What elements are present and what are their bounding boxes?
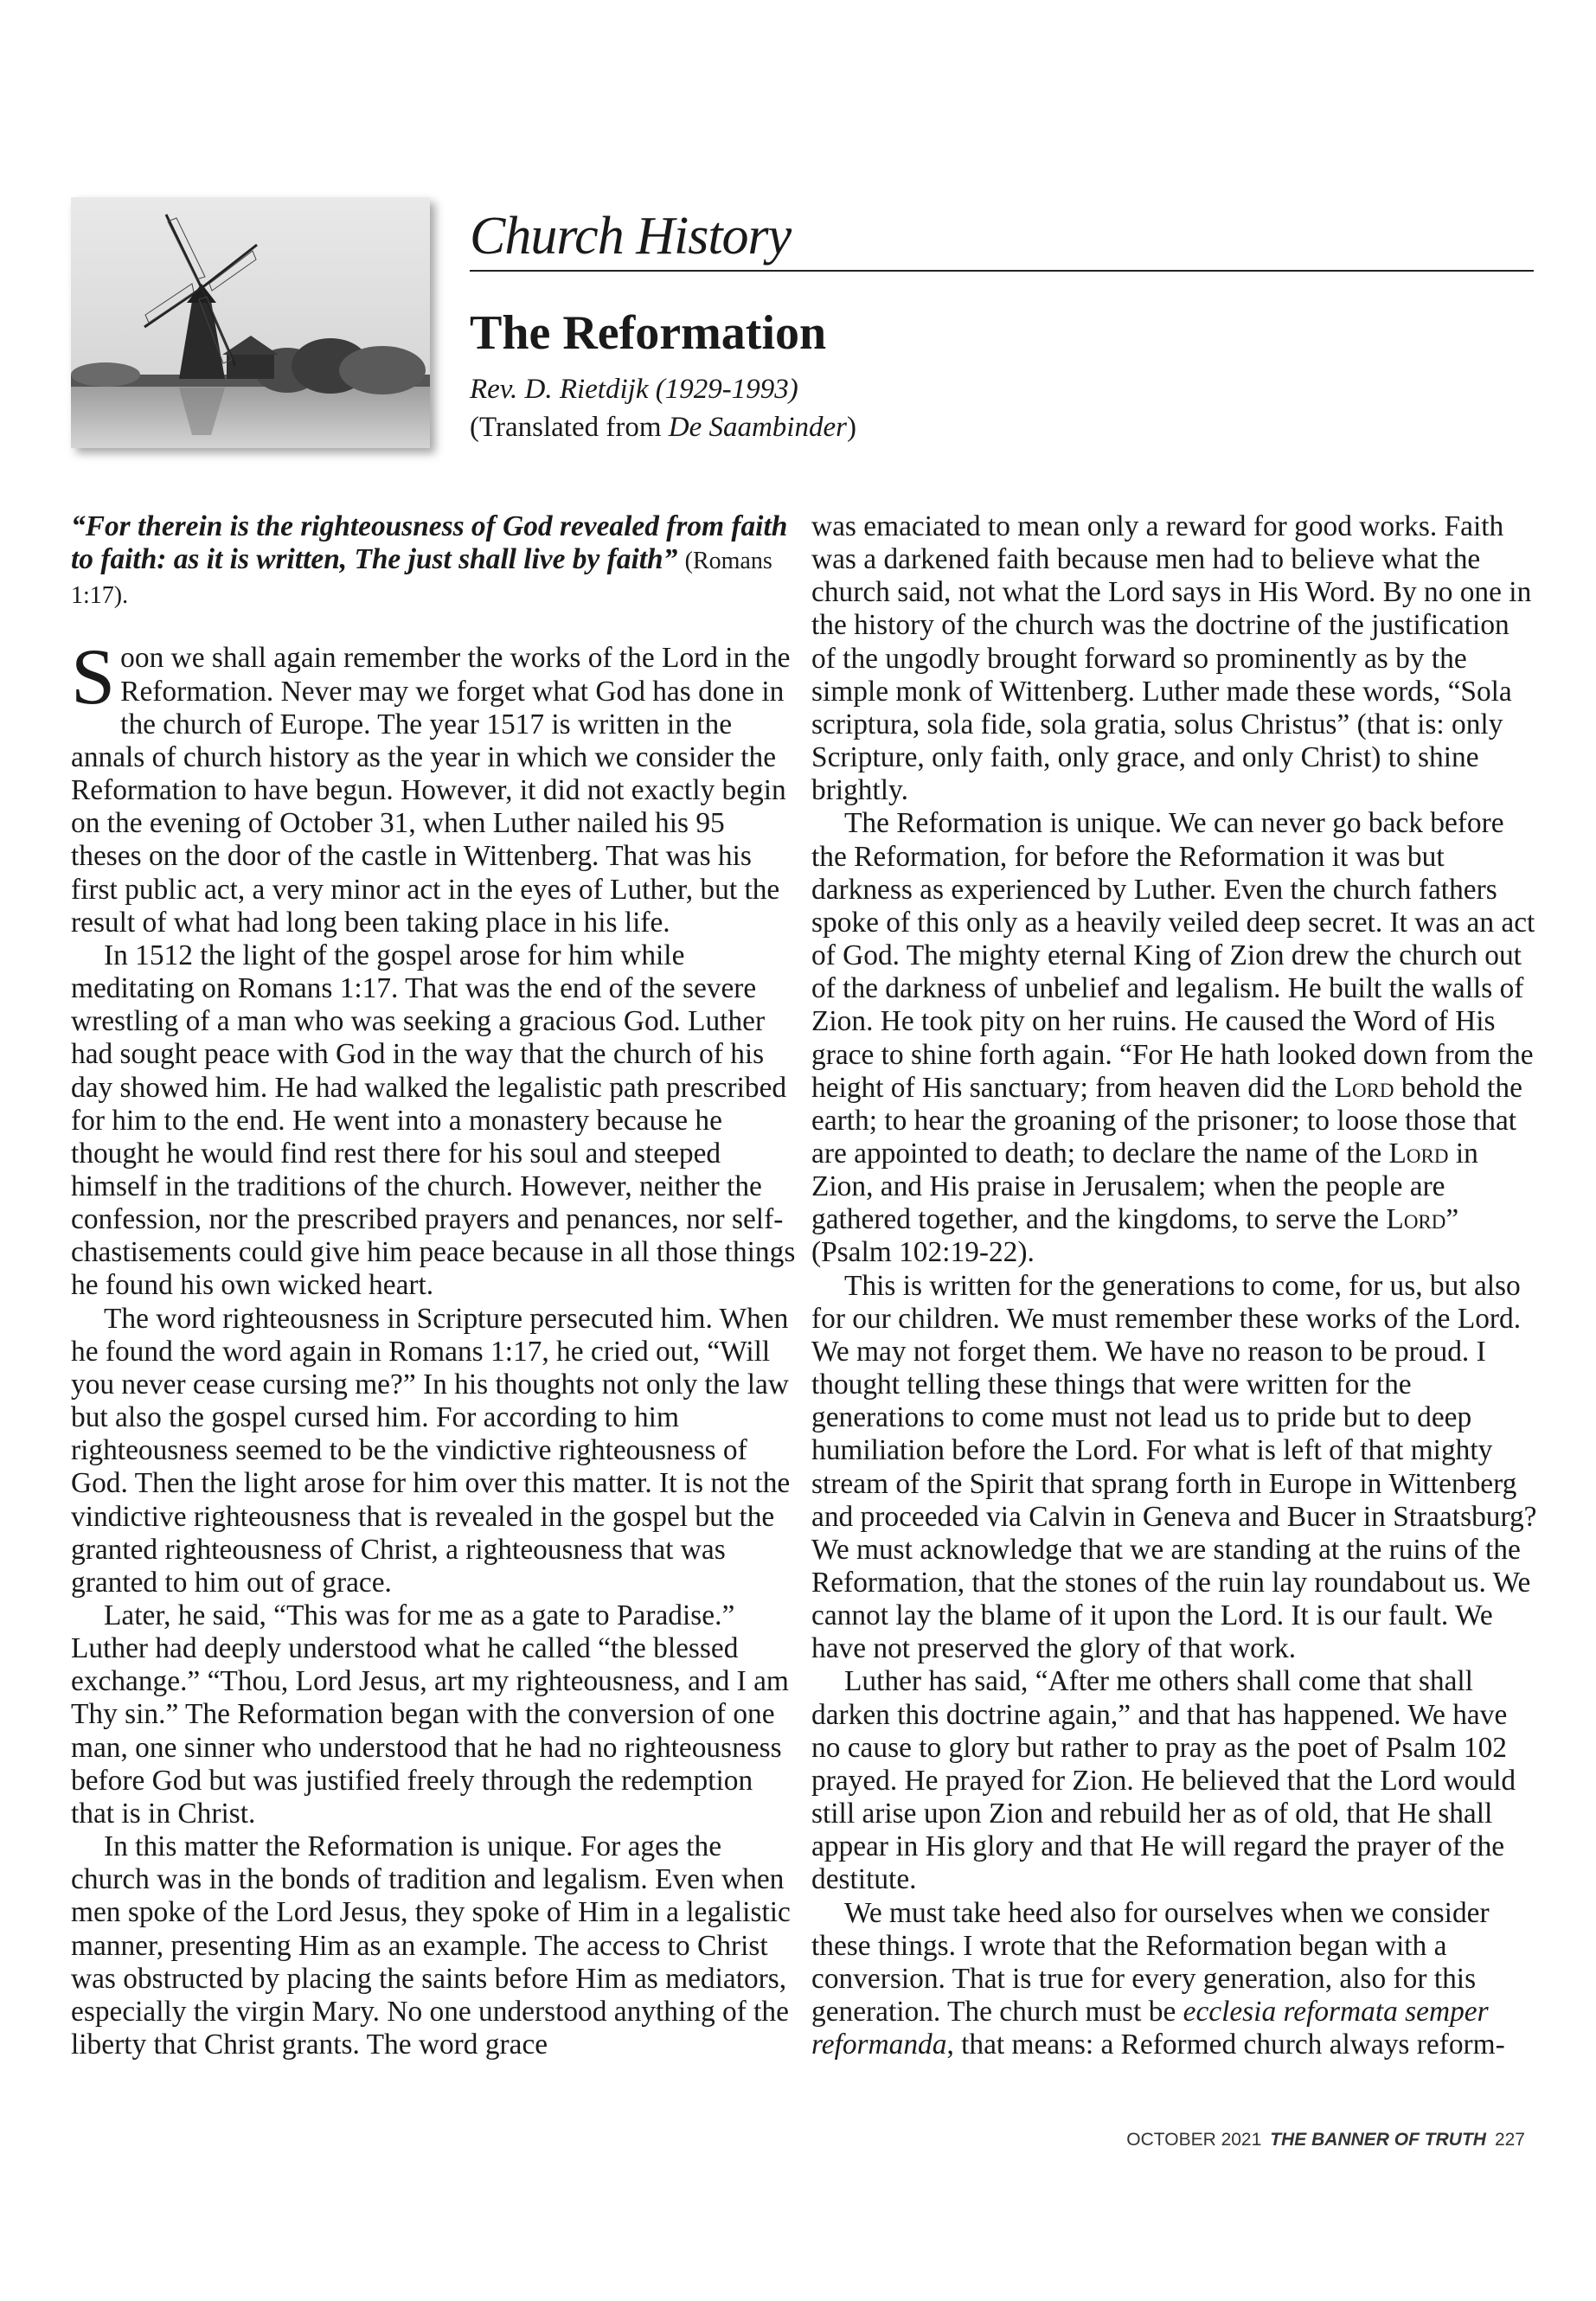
- epigraph: [71, 510, 798, 612]
- paragraph-10: We must take heed also for ourselves when we consider these things. I wrote that the Reformation began with a conversion. That is true for every generation, also for this generation. The church must be ecclesia reformata semper reformanda, that means: a Reformed church always reform-: [811, 1896, 1505, 2061]
- page-footer: [1126, 2130, 1525, 2150]
- byline: [470, 370, 856, 446]
- paragraph-1: Soon we shall again remember the works of the Lord in the Reformation. Never may we forget what God has done in the church of Europe. The year 1517 is written in the annals of church history as the year in which we consider the Reformation to have begun. However, it did not exactly begin on the evening of October 31, when Luther nailed his 95 theses on the door of the castle in Wittenberg. That was his first public act, a very minor act in the eyes of Luther, but the result of what had long been taking place in his life.: [71, 632, 791, 939]
- paragraph-9: Luther has said, “After me others shall come that shall darken this doctrine again,” and that has happened. We have no cause to glory but rather to pray as the poet of Psalm 102 prayed. He prayed for Zion. He believed that the Lord would still arise upon Zion and rebuild her as of old, that He shall appear in His glory and that He will regard the prayer of the destitute.: [811, 1665, 1516, 1896]
- epigraph-reference: (Romans 1:17).: [71, 548, 772, 610]
- paragraph-4: Later, he said, “This was for me as a gate to Paradise.” Luther had deeply understood what he called “the blessed exchange.” “Thou, Lord Jesus, art my righteousness, and I am Thy sin.” The Reformation began with the conversion of one man, one sinner who understood that he had no righteousness before God but was justified freely through the redemption that is in Christ.: [71, 1599, 789, 1830]
- translation-note: (Translated from De Saambinder): [470, 412, 856, 443]
- paragraph-5: In this matter the Reformation is unique. For ages the church was in the bonds of tradition and legalism. Even when men spoke of the Lord Jesus, they spoke of Him in a legalistic manner, presenting Him as an example. The access to Christ was obstructed by placing the saints before Him as mediators, especially the virgin Mary. No one understood anything of the liberty that Christ grants. The word grace: [71, 1830, 791, 2061]
- section-title: Church History: [470, 204, 1534, 272]
- magazine-name: THE BANNER OF TRUTH: [1270, 2130, 1486, 2150]
- windmill-photo: [71, 197, 430, 448]
- paragraph-3: The word righteousness in Scripture persecuted him. When he found the word again in Romans 1:17, he cried out, “Will you never cease cursing me?” In his thoughts not only the law but also the gospel cursed him. For according to him righteousness seemed to be the vindictive righteousness of God. Then the light arose for him over this matter. It is not the vindictive righteousness that is revealed in the gospel but the granted righteousness of Christ, a righteousness that was granted to him out of grace.: [71, 1302, 791, 1599]
- issue-date: OCTOBER 2021: [1126, 2130, 1262, 2150]
- paragraph-2: In 1512 the light of the gospel arose for him while meditating on Romans 1:17. That was the end of the severe wrestling of a man who was seeking a gracious God. Luther had sought peace with God in the way that the church of his day showed him. He had walked the legalistic path prescribed for him to the end. He went into a monastery because he thought he would find rest there for his soul and steeped himself in the traditions of the church. However, neither the confession, nor the prescribed prayers and penances, nor self-chastisements could give him peace because in all those things he found his own wicked heart.: [71, 939, 796, 1302]
- right-column: [811, 510, 1538, 2061]
- epigraph-text: “For therein is the righteousness of God revealed from faith to faith: as it is written, The just shall live by faith”: [71, 510, 788, 576]
- article-title: The Reformation: [470, 306, 827, 360]
- paragraph-6: was emaciated to mean only a reward for good works. Faith was a darkened faith because men had to believe what the church said, not what the Lord says in His Word. By no one in the history of the church was the doctrine of the justification of the ungodly brought forward so prominently as by the simple monk of Wittenberg. Luther made these words, “Sola scriptura, sola fide, sola gratia, solus Christus” (that is: only Scripture, only faith, only grace, and only Christ) to shine brightly.: [811, 510, 1532, 807]
- drop-cap: S: [71, 632, 116, 721]
- translation-source: De Saambinder: [668, 412, 847, 443]
- left-column: [71, 510, 798, 2061]
- paragraph-7: The Reformation is unique. We can never go back before the Reformation, for before the Reformation it was but darkness as experienced by Luther. Even the church fathers spoke of this only as a heavily veiled deep secret. It was an act of God. The mighty eternal King of Zion drew the church out of the darkness of unbelief and legalism. He built the walls of Zion. He took pity on her ruins. He caused the Word of His grace to shine forth again. “For He hath looked down from the height of His sanctuary; from heaven did the Lord behold the earth; to hear the groaning of the prisoner; to loose those that are appointed to death; to declare the name of the Lord in Zion, and His praise in Jerusalem; when the people are gathered together, and the kingdoms, to serve the Lord” (Psalm 102:19-22).: [811, 807, 1535, 1269]
- paragraph-8: This is written for the generations to come, for us, but also for our children. We must remember these works of the Lord. We may not forget them. We have no reason to be proud. I thought telling these things that were written for the generations to come must not lead us to pride but to deep humiliation before the Lord. For what is left of that mighty stream of the Spirit that sprang forth in Europe in Wittenberg and proceeded via Calvin in Geneva and Bucer in Straatsburg? We must acknowledge that we are standing at the ruins of the Reformation, that the stones of the ruin lay roundabout us. We cannot lay the blame of it upon the Lord. It is our fault. We have not preserved the glory of that work.: [811, 1269, 1537, 1665]
- page-number: 227: [1494, 2130, 1525, 2150]
- author: Rev. D. Rietdijk (1929-1993): [470, 374, 798, 405]
